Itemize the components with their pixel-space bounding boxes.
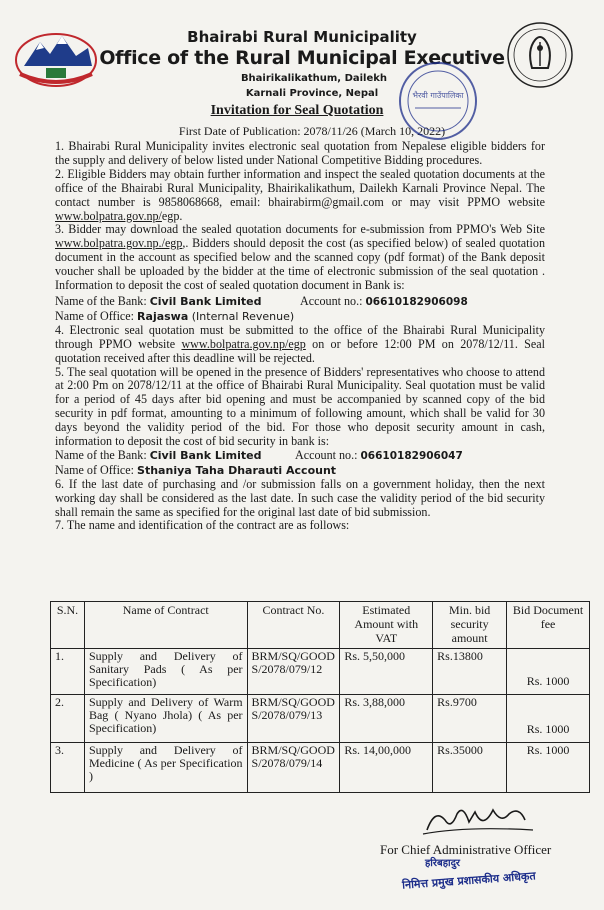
row-contract-name: Supply and Delivery of Warm Bag ( Nyano Jhola) ( As per Specification) (84, 695, 247, 743)
row-sn: 2. (51, 695, 85, 743)
paragraph-4-text: 4. Electronic seal quotation must be submitted to the office of the Bhairabi Rural Municipality through PPMO website (55, 322, 545, 351)
row-min-security: Rs.35000 (433, 743, 507, 793)
paragraph-3-tail: ,. Bidders should deposit the cost (as specified below) of sealed quotation document in the account as specified below and the scanned copy (pdf format) of the Bank deposit voucher shall be uploaded by the bidder at the time of electronic submission of the seal quotation . Information to deposit the cost of sealed quotation document in Bank is: (55, 236, 545, 293)
paragraph-2-text: 2. Eligible Bidders may obtain further information and inspect the sealed quotation documents at the office of the Bhairabi Rural Municipality, Bhairikalikathum, Dailekh Karnali Province Nepal. The contact number is 9858068668, email: bhairabirm@gmail.com or may visit PPMO website (55, 166, 545, 209)
notice-title: Invitation for Seal Quotation (210, 103, 384, 118)
signature-label: For Chief Administrative Officer (380, 842, 552, 857)
paragraph-2-tail: egp. (161, 208, 183, 223)
address-line-2: Karnali Province, Nepal (245, 88, 379, 99)
signatory-title-nepali: निमित्त प्रमुख प्रशासकीय अधिकृत (401, 869, 537, 892)
contracts-table (50, 601, 590, 793)
row-sn: 3. (51, 743, 85, 793)
publication-date: First Date of Publication: 2078/11/26 (March 10, 2022) (178, 124, 446, 138)
row-estimated-amount: Rs. 5,50,000 (340, 649, 433, 695)
bank-1-name: Civil Bank Limited (149, 294, 262, 308)
row-estimated-amount: Rs. 3,88,000 (340, 695, 433, 743)
paragraph-4 (55, 324, 545, 366)
paragraph-5: 5. The seal quotation will be opened in the presence of Bidders' representatives who choose to attend at 2:00 Pm on 2078/12/11 at the office of Bhairabi Rural Municipality. Seal quotation must be valid for a period of 45 days after bid opening and must be accompanied by scanned copy of the bid security in pdf format, amounting to a minimum of following amount, which shall be valid for 30 days beyond the validity period of the bid. For those who deposit security amount in cash, information to deposit the cost of bid security in bank is: (55, 364, 545, 449)
address-line-1: Bhairikalikathum, Dailekh (240, 73, 388, 84)
row-doc-fee: Rs. 1000 (507, 649, 590, 695)
office-seal-stamp (395, 58, 481, 144)
bank-1-label: Name of the Bank: (55, 293, 150, 308)
header-contract-no: Contract No. (247, 602, 340, 649)
notice-body (55, 140, 545, 533)
header-name: Name of Contract (84, 602, 247, 649)
header-sn: S.N. (51, 602, 85, 649)
handwritten-signature (405, 800, 545, 845)
bank-2-name: Civil Bank Limited (149, 448, 262, 462)
row-contract-name: Supply and Delivery of Sanitary Pads ( As per Specification) (84, 649, 247, 695)
row-contract-no: BRM/SQ/GOODS/2078/079/14 (247, 743, 340, 793)
office-name: Office of the Rural Municipal Executive (99, 47, 505, 69)
row-estimated-amount: Rs. 14,00,000 (340, 743, 433, 793)
header-doc-fee: Bid Document fee (507, 602, 590, 649)
paragraph-4-tail: on or before 12:00 PM on 2078/12/11. Seal quotation received after this deadline will be rejected. (55, 336, 546, 365)
office-1-name: Rajaswa (137, 309, 189, 323)
account-1-number: 06610182906098 (365, 295, 468, 308)
stamp-text: भैरवी गाउँपालिका (412, 91, 464, 100)
header-estimated-amount: Estimated Amount with VAT (340, 602, 433, 649)
paragraph-2 (55, 168, 545, 224)
bolpatra-link-2[interactable]: www.bolpatra.gov.np./egp (55, 236, 183, 251)
row-contract-name: Supply and Delivery of Medicine ( As per Specification ) (84, 743, 247, 793)
office-2-label: Name of Office: (55, 462, 138, 477)
office-1-label: Name of Office: (55, 308, 138, 323)
paragraph-6: 6. If the last date of purchasing and /or submission falls on a government holiday, then the next working day shall be considered as the last date. In such case the validity period of the bid security shall remain the same as specified for the original last date of bid submission. (55, 476, 545, 519)
paragraph-7: 7. The name and identification of the contract are as follows: (55, 518, 350, 533)
bank-info-1 (55, 295, 545, 310)
row-min-security: Rs.13800 (433, 649, 507, 695)
header-min-security: Min. bid security amount (433, 602, 507, 649)
row-doc-fee: Rs. 1000 (507, 695, 590, 743)
row-contract-no: BRM/SQ/GOODS/2078/079/12 (247, 649, 340, 695)
row-contract-no: BRM/SQ/GOODS/2078/079/13 (247, 695, 340, 743)
row-min-security: Rs.9700 (433, 695, 507, 743)
office-info-2 (55, 464, 545, 478)
paragraph-3-text: 3. Bidder may download the sealed quotation documents for e-submission from PPMO's Web Site (55, 222, 545, 237)
table-row (51, 695, 590, 743)
table-header-row (51, 602, 590, 649)
municipality-name: Bhairabi Rural Municipality (187, 28, 417, 46)
office-1-note: (Internal Revenue) (188, 309, 295, 323)
bolpatra-link-3[interactable]: www.bolpatra.gov.np/egp (181, 336, 306, 351)
bank-info-2 (55, 449, 545, 464)
office-info-1 (55, 310, 545, 324)
account-2-label: Account no.: (295, 447, 361, 462)
row-sn: 1. (51, 649, 85, 695)
bolpatra-link-1[interactable]: www.bolpatra.gov.np/ (55, 208, 162, 223)
office-2-name: Sthaniya Taha Dharauti Account (137, 463, 337, 477)
account-1-label: Account no.: (300, 293, 366, 308)
table-row (51, 649, 590, 695)
account-2-number: 06610182906047 (360, 449, 463, 462)
row-doc-fee: Rs. 1000 (507, 743, 590, 793)
table-row (51, 743, 590, 793)
paragraph-3 (55, 223, 545, 293)
paragraph-1: 1. Bhairabi Rural Municipality invites electronic seal quotation from Nepalese eligible bidders for the supply and delivery of below listed under National Competitive Bidding procedures. (55, 139, 545, 167)
signatory-name-nepali: हरिबहादुर (425, 858, 460, 869)
bank-2-label: Name of the Bank: (55, 447, 150, 462)
